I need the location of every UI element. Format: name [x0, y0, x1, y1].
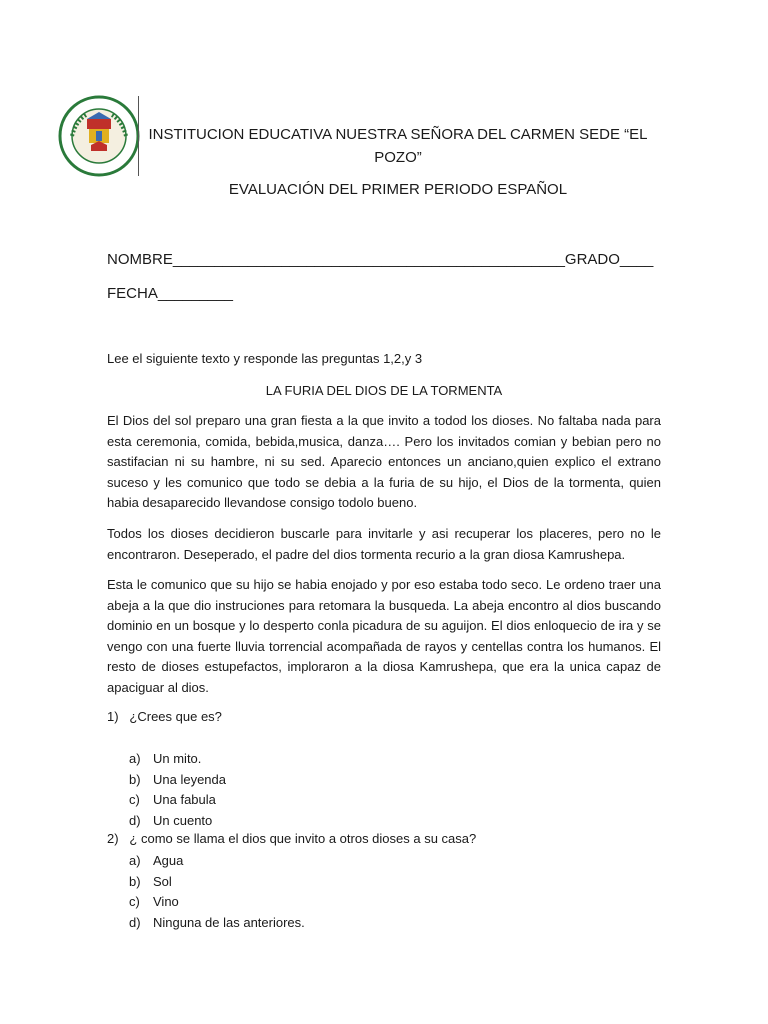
option-text: Agua [153, 853, 184, 868]
option-text: Ninguna de las anteriores. [153, 914, 305, 930]
question-1-options [129, 749, 226, 831]
option-letter: d) [129, 914, 141, 930]
option-letter: a) [129, 853, 141, 868]
option-text: Un mito. [153, 751, 202, 766]
question-number: 1) [107, 709, 119, 724]
option-item [129, 872, 305, 893]
option-letter: a) [129, 751, 141, 766]
option-item [129, 892, 305, 913]
story-paragraph-3: Esta le comunico que su hijo se habia enojado y por eso estaba todo seco. Le ordeno traer una abeja a la que dio instruciones para retomara la busqueda. La abeja encontro al dios buscando dominio en un bosque y lo desperto conla picadura de su aguijon. El dios enloquecio de ira y se vengo con una fuerte lluvia torrencial acompañada de rayos y centellas contra los humanos. El resto de dioses estupefactos, imploraron a la diosa Kamrushepa, que era la unica capaz de apaciguar al dios. [107, 577, 661, 695]
question-text: ¿ como se llama el dios que invito a otros dioses a su casa? [129, 831, 477, 846]
option-text: Sol [153, 873, 172, 889]
story-title: LA FURIA DEL DIOS DE LA TORMENTA [265, 383, 503, 398]
option-text: Una leyenda [153, 771, 226, 787]
option-item [129, 770, 226, 791]
option-item [129, 790, 226, 811]
question-number: 2) [107, 831, 119, 846]
question-2 [107, 831, 476, 846]
instruction-text: Lee el siguiente texto y responde las preguntas 1,2,y 3 [107, 351, 423, 366]
question-text: ¿Crees que es? [129, 709, 222, 724]
question-2-options [129, 851, 305, 933]
question-1 [107, 709, 222, 724]
option-letter: b) [129, 771, 141, 787]
option-item [129, 851, 305, 872]
option-letter: d) [129, 812, 141, 828]
option-item [129, 749, 226, 770]
option-item [129, 913, 305, 934]
option-item [129, 811, 226, 832]
story-paragraph-2: Todos los dioses decidieron buscarle para invitarle y asi recuperar los placeres, pero no le encontraron. Deseperado, el padre del dios tormenta recurio a la gran diosa Kamrushepa. [107, 526, 661, 562]
exam-title: EVALUACIÓN DEL PRIMER PERIODO ESPAÑOL [228, 181, 568, 198]
date-field: FECHA_________ [107, 285, 233, 302]
name-grade-field: NOMBRE_______________________________________________GRADO____ [107, 251, 654, 268]
option-letter: b) [129, 873, 141, 889]
school-logo [58, 95, 140, 177]
story-paragraph-1: El Dios del sol preparo una gran fiesta a la que invito a todod los dioses. No faltaba nada para esta ceremonia, comida, bebida,musica, danza…. Pero los invitados comian y bebian pero no sastifacian ni su hambre, ni su sed. Aparecio entonces un anciano,quien explico el extrano suceso y les comunico que todo se debia a la furia de su hijo, el Dios de la tormenta, quien habia desaparecido llevandose consigo todolo bueno. [107, 413, 661, 510]
school-name: INSTITUCION EDUCATIVA NUESTRA SEÑORA DEL CARMEN SEDE “EL POZO” [148, 126, 648, 166]
option-text: Vino [153, 894, 179, 909]
option-text: Una fabula [153, 792, 216, 807]
option-text: Un cuento [153, 812, 213, 828]
option-letter: c) [129, 792, 140, 807]
option-letter: c) [129, 894, 140, 909]
